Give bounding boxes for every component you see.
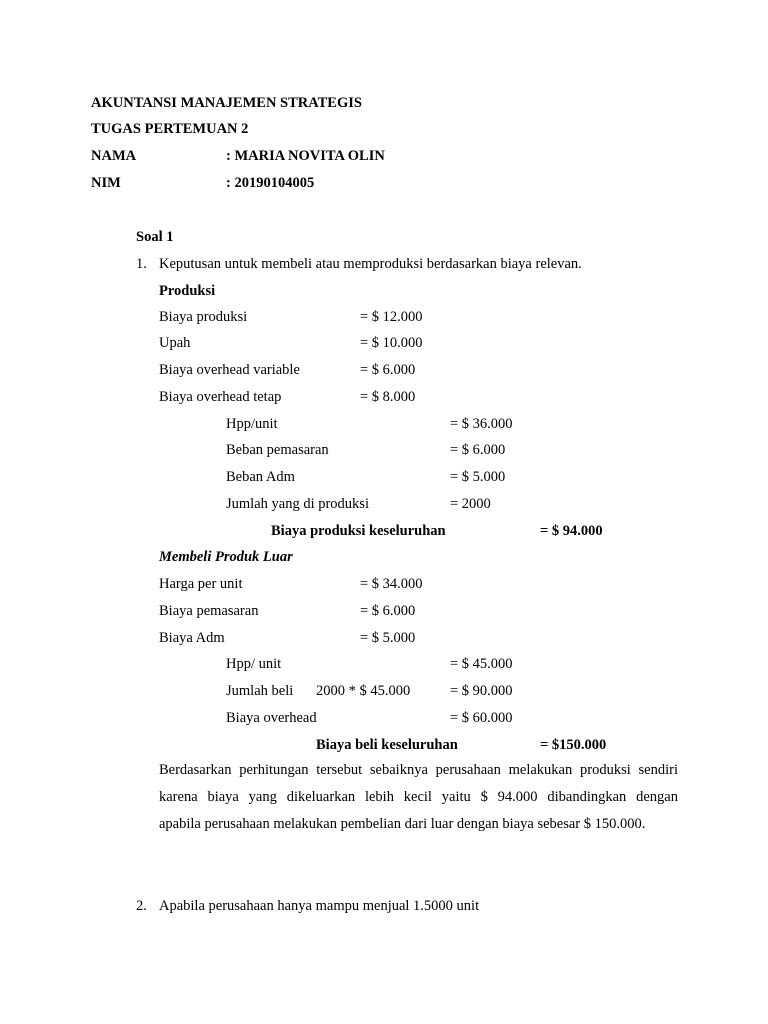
nim-value: : 20190104005 — [226, 175, 315, 191]
membeli-sub-formula: 2000 * $ 45.000 — [316, 683, 411, 699]
produksi-row-value: = $ 10.000 — [360, 335, 423, 351]
produksi-sub-value: = $ 5.000 — [450, 469, 506, 485]
produksi-sub-label: Jumlah yang di produksi — [226, 496, 369, 512]
produksi-total-value: = $ 94.000 — [540, 523, 603, 539]
membeli-sub-label: Jumlah beli — [226, 683, 294, 699]
membeli-sub-value: = $ 60.000 — [450, 710, 513, 726]
produksi-heading: Produksi — [159, 283, 216, 299]
q1-number: 1. — [136, 256, 147, 272]
membeli-row-value: = $ 6.000 — [360, 603, 416, 619]
produksi-row-label: Upah — [159, 335, 191, 351]
membeli-row-label: Biaya pemasaran — [159, 603, 259, 619]
produksi-row-label: Biaya produksi — [159, 309, 248, 325]
name-label: NAMA — [91, 148, 137, 164]
membeli-sub-value: = $ 90.000 — [450, 683, 513, 699]
produksi-row-value: = $ 12.000 — [360, 309, 423, 325]
produksi-row-value: = $ 8.000 — [360, 389, 416, 405]
membeli-sub-label: Hpp/ unit — [226, 656, 282, 672]
nim-label: NIM — [91, 175, 121, 191]
q2-number: 2. — [136, 898, 147, 914]
produksi-sub-label: Beban pemasaran — [226, 442, 329, 458]
membeli-sub-value: = $ 45.000 — [450, 656, 513, 672]
conclusion-line: Berdasarkan perhitungan tersebut sebaiknya perusahaan melakukan produksi sendiri — [159, 762, 678, 778]
q2-text: Apabila perusahaan hanya mampu menjual 1.5000 unit — [159, 898, 480, 914]
membeli-row-value: = $ 5.000 — [360, 630, 416, 646]
membeli-total-value: = $150.000 — [540, 737, 607, 753]
membeli-heading: Membeli Produk Luar — [159, 549, 293, 565]
produksi-row-label: Biaya overhead variable — [159, 362, 300, 378]
produksi-total-label: Biaya produksi keseluruhan — [271, 523, 446, 539]
produksi-sub-label: Hpp/unit — [226, 416, 278, 432]
produksi-sub-value: = $ 6.000 — [450, 442, 506, 458]
conclusion-line: apabila perusahaan melakukan pembelian dari luar dengan biaya sebesar $ 150.000. — [159, 816, 646, 832]
membeli-row-label: Biaya Adm — [159, 630, 225, 646]
conclusion-line: karena biaya yang dikeluarkan lebih kecil yaitu $ 94.000 dibandingkan dengan — [159, 789, 678, 805]
membeli-total-label: Biaya beli keseluruhan — [316, 737, 458, 753]
membeli-row-value: = $ 34.000 — [360, 576, 423, 592]
produksi-row-value: = $ 6.000 — [360, 362, 416, 378]
q1-text: Keputusan untuk membeli atau memproduksi berdasarkan biaya relevan. — [159, 256, 582, 272]
assignment-title: TUGAS PERTEMUAN 2 — [91, 121, 249, 137]
soal-title: Soal 1 — [136, 229, 174, 245]
produksi-sub-value: = $ 36.000 — [450, 416, 513, 432]
name-value: : MARIA NOVITA OLIN — [226, 148, 385, 164]
membeli-row-label: Harga per unit — [159, 576, 243, 592]
produksi-row-label: Biaya overhead tetap — [159, 389, 282, 405]
course-title: AKUNTANSI MANAJEMEN STRATEGIS — [91, 95, 362, 111]
membeli-sub-label: Biaya overhead — [226, 710, 317, 726]
produksi-sub-label: Beban Adm — [226, 469, 295, 485]
produksi-sub-value: = 2000 — [450, 496, 491, 512]
